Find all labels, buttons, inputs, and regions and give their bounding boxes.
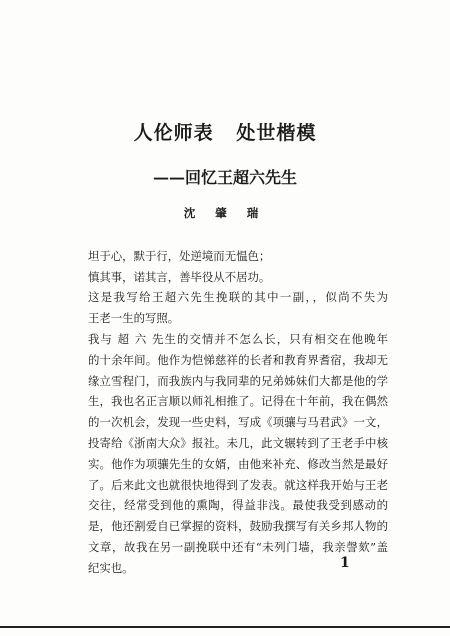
article-subtitle: ——回忆王超六先生 xyxy=(152,168,297,187)
text-line: 王老一生的写照。 xyxy=(88,310,180,325)
text-line: 投寄给《浙南大众》报社。未几，此文辗转到了王老手中核 xyxy=(88,435,388,450)
couplet-line: 坦于心，默于行，处逆境而无愠色； xyxy=(88,249,271,263)
paragraph-intro xyxy=(88,287,388,329)
page-number: 1 xyxy=(340,555,350,571)
text-line: 的十余年间。他作为恺悌慈祥的长者和教育界耆宿，我却无 xyxy=(88,352,388,367)
couplet xyxy=(88,246,388,288)
text-line: 是，他还割爱自已掌握的资料，鼓励我撰写有关乡邦人物的 xyxy=(88,519,388,534)
text-line: 的一次机会，发现一些史料，写成《项骧与马君武》一文， xyxy=(88,415,388,430)
article-title: 人伦师表 处世楷模 xyxy=(133,122,317,144)
text-line: 纪实也。 xyxy=(88,560,134,575)
text-line: 了。后来此文也就很快地得到了发表。就这样我开始与王老 xyxy=(88,477,388,492)
text-line: 文章，故我在另一副挽联中还有“未列门墙，我亲謦欬”盖 xyxy=(88,539,388,554)
text-line: 缘立雪程门，而我族内与我同辈的兄弟姊妹们大都是他的学 xyxy=(88,373,388,388)
text-line: 实。他作为项骧先生的女婿，由他来补充、修改当然是最好 xyxy=(88,456,388,471)
text-line: 这是我写给王超六先生挽联的其中一副，，似尚不失为 xyxy=(88,290,388,304)
text-line: 交往，经常受到他的熏陶，得益非浅。最使我受到感动的 xyxy=(88,498,388,513)
text-line: 生，我也名正言顺以师礼相推了。记得在十年前，我在偶然 xyxy=(88,394,388,409)
couplet-line: 慎其事，诺其言，善毕役从不居功。 xyxy=(88,269,271,284)
paragraph-main xyxy=(88,329,388,579)
text-line: 我与 超 六 先生的交情并不怎么长，只有相交在他晚年 xyxy=(88,332,388,346)
author-name: 沈 肇 瑞 xyxy=(183,206,267,220)
bottom-rule xyxy=(0,626,450,628)
